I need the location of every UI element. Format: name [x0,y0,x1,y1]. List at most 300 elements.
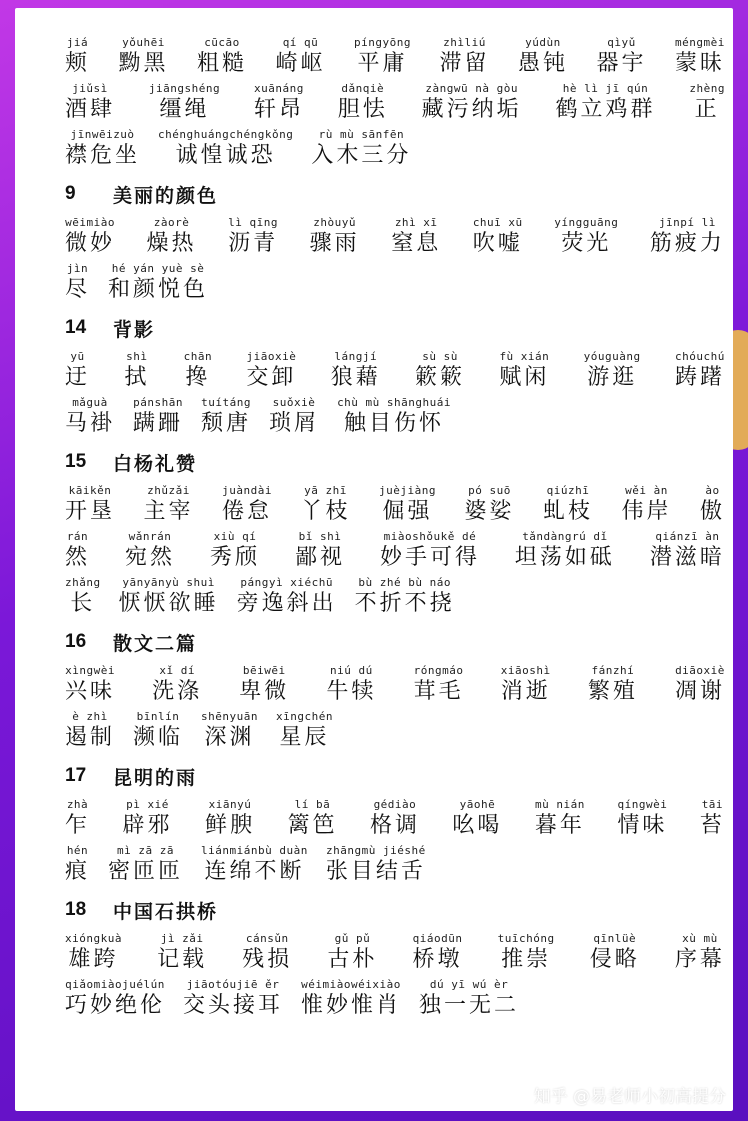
pinyin: xuānáng [254,82,304,95]
pinyin: hén [66,844,89,857]
pinyin: méngmèi [675,36,725,49]
hanzi: 宛然 [124,545,175,570]
vocab-word [65,262,90,304]
pinyin: lángjí [334,350,378,363]
vocab-word [65,530,90,572]
vocab-word [133,710,183,752]
vocab-word [65,932,122,974]
pinyin: juàndài [222,484,272,497]
pinyin: yǒuhēi [122,36,165,49]
pinyin: suǒxiè [272,396,316,409]
vocab-word [65,978,165,1020]
hanzi: 张目结舌 [325,859,426,884]
hanzi: 沥青 [228,231,279,256]
pinyin: jiá [66,36,89,49]
pinyin: yū [70,350,85,363]
vocab-word [228,216,278,258]
hanzi: 器宇 [596,51,647,76]
pinyin: mǎguà [72,396,108,409]
vocab-word [499,350,549,392]
hanzi: 缰绳 [159,97,210,122]
vocabulary-sheet [15,8,733,1111]
hanzi: 消逝 [500,679,551,704]
pinyin: diāoxiè [675,664,725,677]
hanzi: 古朴 [327,947,378,972]
hanzi: 簌簌 [415,365,466,390]
hanzi: 乍 [65,813,91,838]
vocab-word [147,216,197,258]
vocab-word [124,350,149,392]
vocab-word [700,798,725,840]
hanzi: 蒙昧 [674,51,725,76]
pinyin: jīnpí lì [658,216,716,229]
pinyin: lì qīng [228,216,279,229]
hanzi: 繁殖 [587,679,638,704]
hanzi: 平庸 [357,51,408,76]
lesson-number: 16 [65,631,87,652]
pinyin: yíngguāng [554,216,619,229]
hanzi: 正 [694,97,720,122]
hanzi: 恹恹欲睡 [118,591,219,616]
pinyin: ào [705,484,720,497]
hanzi: 丫枝 [300,499,351,524]
hanzi: 吹嘘 [472,231,523,256]
vocab-word [65,844,90,886]
vocab-word [125,530,175,572]
hanzi: 长 [70,591,96,616]
pinyin: píngyōng [354,36,411,49]
hanzi: 搀 [185,365,211,390]
hanzi: 黝黑 [118,51,169,76]
vocab-word [149,82,220,124]
hanzi: 窒息 [391,231,442,256]
hanzi: 遏制 [65,725,116,750]
vocab-word [675,36,725,78]
hanzi: 触目伤怀 [344,411,445,436]
word-row [65,664,725,706]
pinyin: jiāoxiè [246,350,297,363]
hanzi: 鄙视 [294,545,345,570]
hanzi: 推崇 [501,947,552,972]
vocab-word [380,530,480,572]
pinyin: gǔ pǔ [334,932,371,945]
pinyin: dǎnqiè [341,82,385,95]
hanzi: 蹒跚 [133,411,184,436]
hanzi: 颊 [65,51,91,76]
vocab-word [201,396,251,438]
hanzi: 星辰 [279,725,330,750]
hanzi: 滞留 [439,51,490,76]
vocab-word [501,664,551,706]
vocab-word [337,396,451,438]
pinyin: è zhì [72,710,108,723]
vocab-word [370,798,420,840]
vocab-word [518,36,568,78]
vocab-word [590,932,640,974]
vocab-word [452,798,502,840]
hanzi: 兴味 [65,679,116,704]
word-row [65,798,725,840]
hanzi: 酒肆 [65,97,116,122]
hanzi: 坦荡如砥 [514,545,615,570]
pinyin: bǐ shì [298,530,342,543]
vocab-word [197,36,247,78]
pinyin: pángyì xiéchū [240,576,333,589]
hanzi: 虬枝 [542,499,593,524]
vocab-word [355,576,455,618]
pinyin: mù nián [534,798,585,811]
vocab-word [184,350,213,392]
vocab-word [331,350,381,392]
hanzi: 桥墩 [412,947,463,972]
hanzi: 微妙 [65,231,116,256]
hanzi: 粗糙 [197,51,248,76]
pinyin: xiāoshì [500,664,551,677]
lesson-number: 18 [65,899,87,920]
hanzi: 倔强 [382,499,433,524]
hanzi: 崎岖 [275,51,326,76]
pinyin: zàorè [153,216,190,229]
pinyin: jì zǎi [160,932,204,945]
lesson-title: 散文二篇 [113,632,198,655]
lesson-title: 白杨礼赞 [113,452,198,475]
lesson-number: 9 [65,183,76,204]
vocab-word [391,216,441,258]
watermark: 知乎 @易老师小初高提分 [533,1087,726,1107]
pinyin: yúdùn [525,36,561,49]
hanzi: 和颜悦色 [108,277,209,302]
pinyin: qiǎomiàojuélún [65,978,165,991]
vocab-word [650,530,725,572]
vocab-word [183,978,283,1020]
hanzi: 洗涤 [152,679,203,704]
pinyin: wēimiào [65,216,115,229]
word-row [65,844,725,886]
vocab-word [65,798,90,840]
hanzi: 痕 [65,859,91,884]
pinyin: xīngchén [276,710,333,723]
hanzi: 胆怯 [337,97,388,122]
hanzi: 连绵不断 [204,859,305,884]
hanzi: 妙手可得 [379,545,480,570]
lesson-title: 中国石拱桥 [113,900,219,923]
vocab-word [201,844,308,886]
hanzi: 荧光 [561,231,612,256]
vocab-word [65,664,115,706]
vocab-word [65,350,90,392]
vocab-word [65,82,115,124]
vocab-word [205,798,255,840]
pinyin: qiúzhī [546,484,590,497]
vocab-word [119,576,219,618]
vocab-word [157,932,207,974]
vocab-word [108,262,208,304]
hanzi: 残损 [242,947,293,972]
pinyin: qìyǔ [607,36,636,49]
hanzi: 暮年 [534,813,585,838]
hanzi: 骤雨 [309,231,360,256]
pinyin: wěi àn [625,484,668,497]
pinyin: tuīchóng [497,932,555,945]
hanzi: 濒临 [133,725,184,750]
lesson-heading [65,892,725,928]
pinyin: dú yī wú èr [429,978,509,991]
vocab-word [414,664,464,706]
pinyin: xìngwèi [65,664,115,677]
vocab-word [596,36,646,78]
lesson-heading [65,444,725,480]
pinyin: fù xián [499,350,550,363]
word-row [65,216,725,258]
pinyin: zhìliú [443,36,486,49]
hanzi: 交头接耳 [183,993,284,1018]
hanzi: 潜滋暗 [649,545,725,570]
pinyin: chuī xū [472,216,523,229]
vocab-word [584,350,641,392]
lesson-title: 昆明的雨 [113,766,198,789]
pinyin: qí qū [282,36,319,49]
word-row [65,576,725,618]
vocab-word [556,82,656,124]
vocab-word [515,530,615,572]
hanzi: 狼藉 [330,365,381,390]
vocab-word [237,576,337,618]
vocab-word [700,484,725,526]
vocab-word [301,978,401,1020]
vocab-word [242,932,292,974]
vocab-word [276,710,333,752]
pinyin: qīnlüè [593,932,637,945]
lesson-heading [65,624,725,660]
hanzi: 襟危坐 [65,143,141,168]
pinyin: qiáodūn [412,932,463,945]
vocab-word [144,484,194,526]
hanzi: 巧妙绝伦 [65,993,166,1018]
word-row [65,350,725,392]
pinyin: xǐ dí [159,664,195,677]
lesson-heading [65,758,725,794]
pinyin: lí bā [294,798,331,811]
pinyin: zàngwū nà gòu [425,82,518,95]
vocab-word [133,396,183,438]
pinyin: chù mù shānghuái [337,396,452,409]
vocab-word [413,932,463,974]
pinyin: bīnlín [136,710,180,723]
pinyin: tāi [701,798,724,811]
hanzi: 赋闲 [499,365,550,390]
vocab-word [338,82,388,124]
vocab-word [158,128,293,170]
vocab-word [554,216,618,258]
vocab-word [498,932,555,974]
pinyin: jìn [66,262,89,275]
hanzi: 吆喝 [452,813,503,838]
pinyin: gédiào [373,798,417,811]
vocab-word [122,798,172,840]
pinyin: yā zhī [304,484,347,497]
pinyin: chān [183,350,213,363]
hanzi: 伟岸 [621,499,672,524]
pinyin: tǎndàngrú dǐ [522,530,608,543]
pinyin: qíngwèi [617,798,668,811]
hanzi: 筋疲力 [649,231,725,256]
pinyin: xù mù [682,932,718,945]
pinyin: juèjiàng [379,484,436,497]
hanzi: 鹤立鸡群 [555,97,656,122]
vocab-word [675,350,725,392]
vocab-word [621,484,671,526]
vocab-word [311,128,411,170]
vocab-word [326,664,376,706]
hanzi: 茸毛 [413,679,464,704]
pinyin: xiù qí [213,530,257,543]
vocab-word [543,484,593,526]
vocab-word [65,396,115,438]
hanzi: 侵略 [589,947,640,972]
hanzi: 凋谢 [674,679,725,704]
vocab-word [210,530,260,572]
hanzi: 卑微 [239,679,290,704]
vocab-word [65,216,115,258]
vocab-word [201,710,258,752]
lesson-title: 背影 [113,318,156,341]
vocab-word [650,216,725,258]
word-row [65,710,725,752]
pinyin: hé yán yuè sè [111,262,205,275]
pinyin: cūcāo [204,36,240,49]
word-row [65,484,725,526]
pinyin: pánshān [133,396,183,409]
pinyin: hè lì jī qún [562,82,649,95]
vocab-word [287,798,337,840]
vocab-word [295,530,345,572]
word-row [65,262,725,304]
hanzi: 拭 [124,365,150,390]
pinyin: bēiwēi [242,664,286,677]
lesson-title: 美丽的颜色 [113,184,219,207]
hanzi: 轩昂 [253,97,304,122]
vocab-word [617,798,667,840]
pinyin: zhì xī [394,216,438,229]
vocab-word [276,36,326,78]
vocab-word [588,664,638,706]
hanzi: 婆娑 [464,499,515,524]
pinyin: yóuguàng [583,350,641,363]
pinyin: róngmáo [413,664,464,677]
hanzi: 格调 [369,813,420,838]
hanzi: 鲜腴 [204,813,255,838]
hanzi: 不折不挠 [354,591,455,616]
pinyin: zhǎng [65,576,101,589]
vocab-word [379,484,436,526]
word-row [65,128,725,170]
hanzi: 马褂 [65,411,116,436]
hanzi: 倦怠 [222,499,273,524]
pinyin: shēnyuān [201,710,259,723]
vocab-word [301,484,351,526]
lesson-number: 14 [65,317,87,338]
pinyin: yāohē [459,798,496,811]
pinyin: kāikěn [68,484,112,497]
pinyin: chóuchú [675,350,725,363]
vocab-word [354,36,411,78]
pinyin: shì [126,350,148,363]
hanzi: 然 [65,545,91,570]
vocab-word [535,798,585,840]
hanzi: 燥热 [146,231,197,256]
pinyin: chénghuángchéngkǒng [158,128,294,141]
hanzi: 诚惶诚恐 [175,143,276,168]
vocab-word [326,844,426,886]
pinyin: qiánzī àn [655,530,720,543]
pinyin: zhà [66,798,89,811]
hanzi: 藏污纳垢 [421,97,522,122]
pinyin: jiǔsì [72,82,108,95]
pinyin: jīnwēizuò [70,128,135,141]
pinyin: sù sù [422,350,458,363]
vocab-word [222,484,272,526]
vocab-word [269,396,319,438]
pinyin: wéimiàowéixiào [301,978,401,991]
vocab-word [254,82,304,124]
pinyin: pó suō [468,484,511,497]
pinyin: zhòuyǔ [313,216,357,229]
pinyin: zhǔzǎi [147,484,190,497]
hanzi: 踌躇 [674,365,725,390]
pinyin: zhèng [689,82,725,95]
vocab-word [119,36,169,78]
hanzi: 游逛 [587,365,638,390]
hanzi: 颓唐 [201,411,252,436]
hanzi: 苔 [699,813,725,838]
hanzi: 傲 [699,499,725,524]
hanzi: 序幕 [674,947,725,972]
hanzi: 开垦 [65,499,116,524]
hanzi: 旁逸斜出 [236,591,337,616]
hanzi: 深渊 [204,725,255,750]
vocab-word [65,36,90,78]
vocab-word [65,484,115,526]
hanzi: 篱笆 [287,813,338,838]
hanzi: 记载 [157,947,208,972]
hanzi: 牛犊 [326,679,377,704]
word-row [65,36,725,78]
hanzi: 尽 [65,277,91,302]
vocab-word [327,932,377,974]
pinyin: pì xié [126,798,169,811]
lesson-number: 17 [65,765,87,786]
vocab-word [108,844,183,886]
vocab-word [675,932,725,974]
vocabulary-content [65,32,725,1020]
hanzi: 雄跨 [68,947,119,972]
vocab-word [65,576,101,618]
vocab-word [65,710,115,752]
pinyin: rù mù sānfēn [318,128,405,141]
pinyin: niú dú [330,664,373,677]
vocab-word [65,128,140,170]
vocab-word [422,82,522,124]
hanzi: 交卸 [246,365,297,390]
vocab-word [473,216,523,258]
vocab-word [246,350,296,392]
pinyin: rán [66,530,89,543]
hanzi: 琐屑 [269,411,320,436]
pinyin: tuítáng [201,396,251,409]
pinyin: jiāngshéng [148,82,221,95]
hanzi: 秀颀 [209,545,260,570]
hanzi: 惟妙惟肖 [301,993,402,1018]
